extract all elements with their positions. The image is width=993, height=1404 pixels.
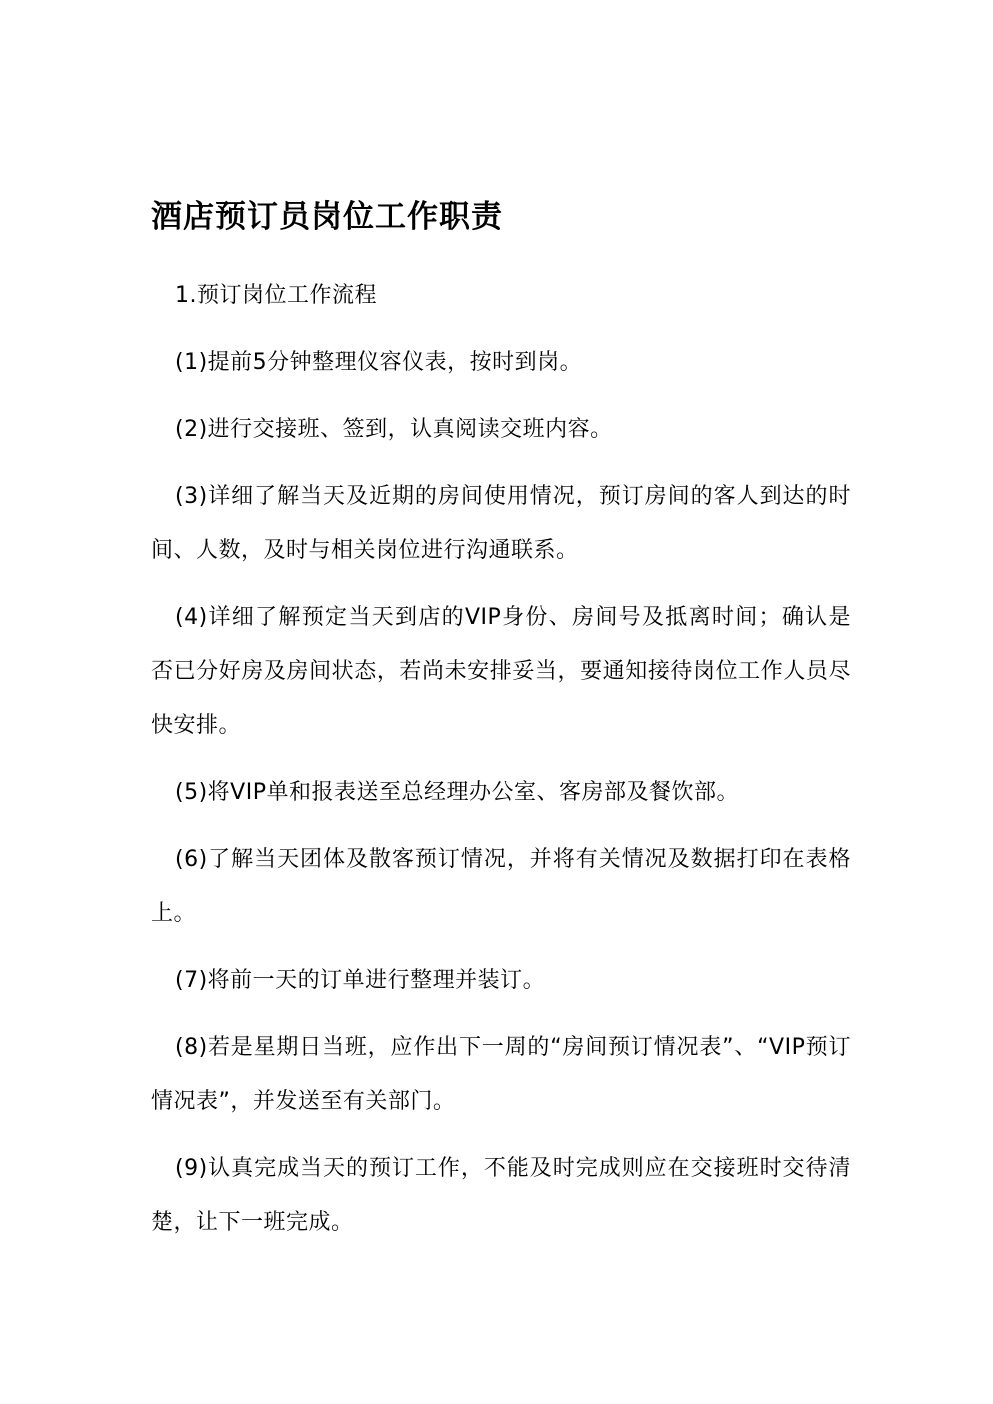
paragraph-3: (3)详细了解当天及近期的房间使用情况，预订房间的客人到达的时间、人数，及时与相关岗位进行沟通联系。 <box>151 484 851 563</box>
section-heading: 1.预订岗位工作流程 <box>175 283 377 308</box>
paragraph-4: (4)详细了解预定当天到店的VIP身份、房间号及抵离时间；确认是否已分好房及房间状态，若尚未安排妥当，要通知接待岗位工作人员尽快安排。 <box>151 605 851 738</box>
paragraph-1: (1)提前5分钟整理仪容仪表，按时到岗。 <box>175 350 583 375</box>
document-body <box>151 195 851 1263</box>
paragraph-6: (6)了解当天团体及散客预订情况，并将有关情况及数据打印在表格上。 <box>151 847 851 926</box>
paragraph-5: (5)将VIP单和报表送至总经理办公室、客房部及餐饮部。 <box>175 780 739 805</box>
paragraph-8: (8)若是星期日当班，应作出下一周的“房间预订情况表”、“VIP预订情况表”，并发送至有关部门。 <box>151 1035 851 1114</box>
document-title: 酒店预订员岗位工作职责 <box>151 199 503 235</box>
paragraph-9: (9)认真完成当天的预订工作，不能及时完成则应在交接班时交待清楚，让下一班完成。 <box>151 1156 851 1235</box>
paragraph-7: (7)将前一天的订单进行整理并装订。 <box>175 968 546 993</box>
paragraph-2: (2)进行交接班、签到，认真阅读交班内容。 <box>175 417 613 442</box>
